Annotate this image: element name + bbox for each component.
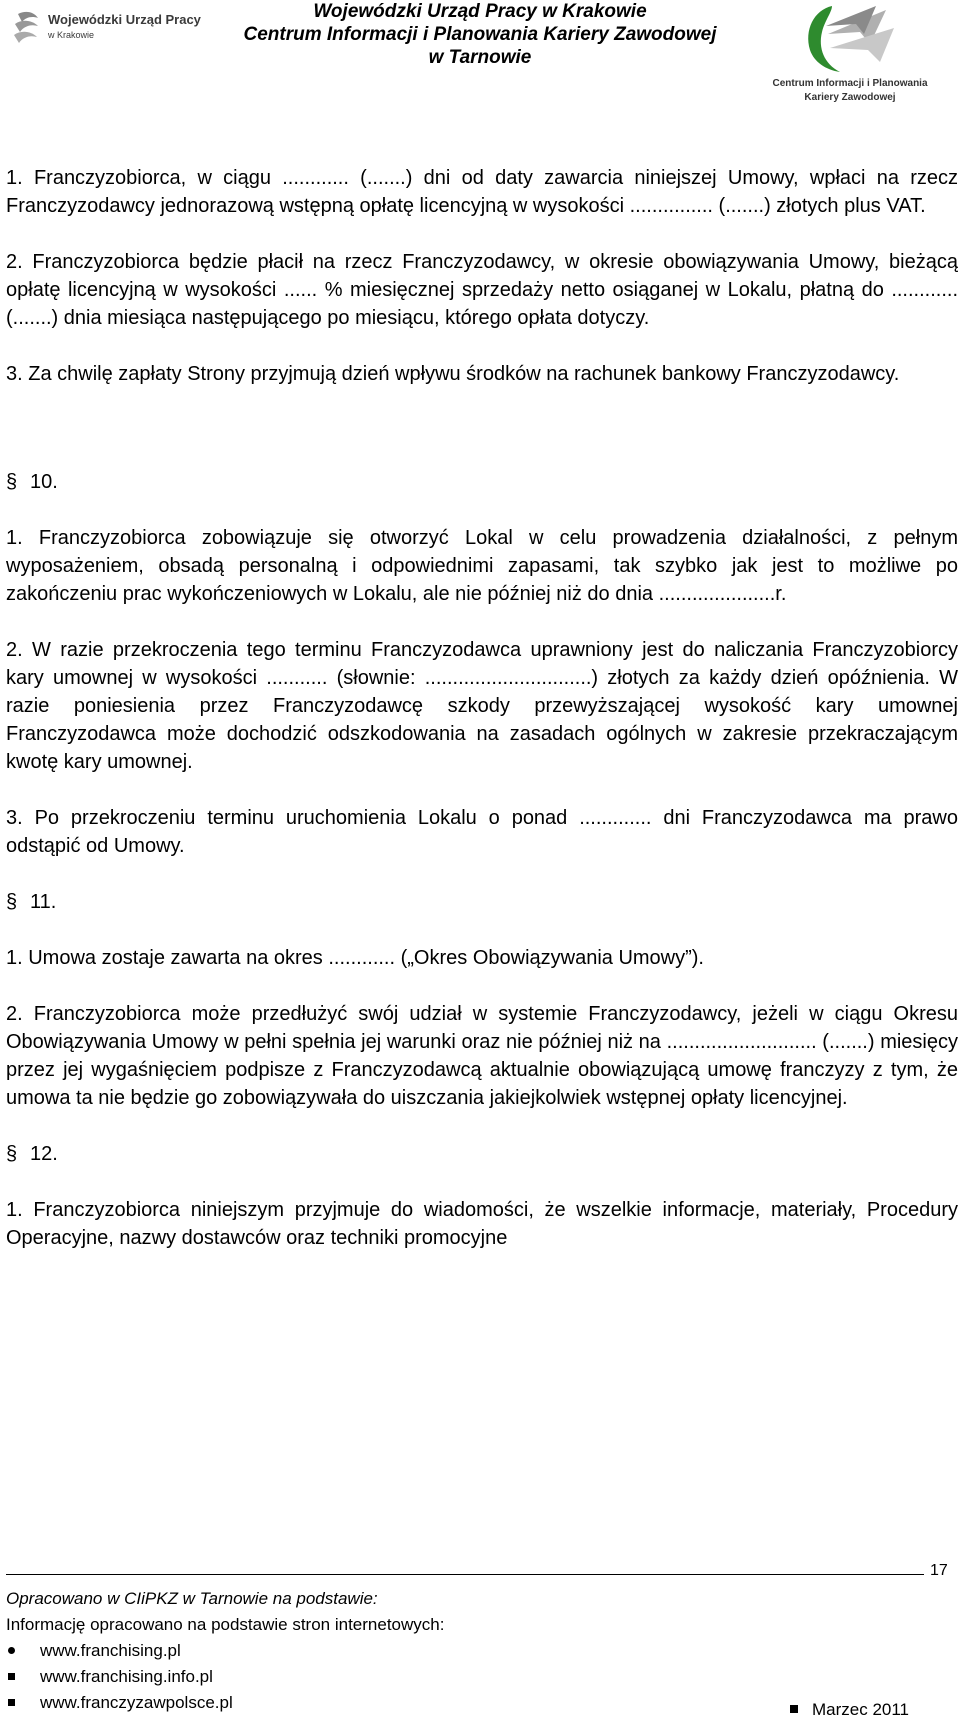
header-title-line-2: Centrum Informacji i Planowania Kariery Zawodowej	[243, 24, 717, 45]
ciipkz-logo	[770, 4, 930, 108]
bullet-icon	[8, 1647, 15, 1654]
ciipkz-logo-line-1: Centrum Informacji i Planowania	[772, 78, 928, 89]
paragraph-12-1: 1. Franczyzobiorca niniejszym przyjmuje do wiadomości, że wszelkie informacje, materiały, Procedury Operacyjne, nazwy dostawców oraz techniki promocyjne	[6, 1199, 958, 1249]
page-footer	[6, 1586, 956, 1716]
paragraph-11-1: 1. Umowa zostaje zawarta na okres ............ („Okres Obowiązywania Umowy”).	[6, 947, 704, 969]
footer-divider	[6, 1574, 924, 1575]
footer-date	[790, 1700, 909, 1720]
bullet-icon	[8, 1673, 15, 1680]
bullet-icon	[8, 1699, 15, 1706]
section-heading-10	[6, 468, 958, 496]
footer-link[interactable]: www.franchising.pl	[40, 1641, 181, 1660]
page-header	[0, 0, 960, 110]
section-symbol: §	[6, 891, 18, 913]
header-title-line-1: Wojewódzki Urząd Pracy w Krakowie	[313, 1, 647, 22]
footer-link[interactable]: www.franczyzawpolsce.pl	[40, 1693, 233, 1712]
paragraph-10-3: 3. Po przekroczeniu terminu uruchomienia Lokalu o ponad ............. dni Franczyzodawca ma prawo odstąpić od Umowy.	[6, 807, 958, 857]
section-number: 11.	[30, 891, 57, 913]
paragraph-9-1: 1. Franczyzobiorca, w ciągu ............ (.......) dni od daty zawarcia niniejszej Umowy, wpłaci na rzecz Franczyzodawcy jednorazową wstępną opłatę licencyjną w wysokości ............... (.......) złotych plus VAT.	[6, 167, 958, 217]
section-symbol: §	[6, 471, 18, 493]
section-number: 12.	[30, 1143, 58, 1165]
footer-link-item	[6, 1664, 956, 1690]
footer-date-text: Marzec 2011	[812, 1700, 910, 1719]
paragraph-11-2: 2. Franczyzobiorca może przedłużyć swój udział w systemie Franczyzodawcy, jeżeli w ciągu Okresu Obowiązywania Umowy w pełni spełnia jej warunki oraz nie później niż na ........................... (.......) miesięcy przez jej wygaśnięciem podpisze z Franczyzodawcą aktualnie obowiązującą umowę franczyzy z tym, że umowa ta nie będzie go zobowiązywała do uiszczania jakiejkolwiek wstępnej opłaty licencyjnej.	[6, 1003, 958, 1109]
wup-emblem-icon	[12, 8, 42, 48]
footer-link[interactable]: www.franchising.info.pl	[40, 1667, 213, 1686]
paragraph-9-2: 2. Franczyzobiorca będzie płacił na rzecz Franczyzodawcy, w okresie obowiązywania Umowy, bieżącą opłatę licencyjną w wysokości ...... % miesięcznej sprzedaży netto osiąganej w Lokalu, płatną do ............ (.......) dnia miesiąca następującego po miesiącu, którego opłata dotyczy.	[6, 251, 958, 329]
section-number: 10.	[30, 471, 58, 493]
section-heading-12	[6, 1140, 958, 1168]
bullet-icon	[790, 1705, 798, 1713]
header-title	[205, 0, 755, 69]
wup-logo	[12, 6, 202, 50]
ciipkz-logo-line-2: Kariery Zawodowej	[804, 92, 896, 103]
wup-logo-name: Wojewódzki Urząd Pracy	[48, 12, 201, 27]
page-number: 17	[930, 1562, 948, 1579]
footer-prepared: Opracowano w CIiPKZ w Tarnowie na podstawie:	[6, 1589, 378, 1608]
footer-link-item	[6, 1638, 956, 1664]
footer-info: Informację opracowano na podstawie stron internetowych:	[6, 1615, 445, 1634]
wup-logo-city: w Krakowie	[48, 30, 95, 40]
ciipkz-mark-icon	[790, 4, 905, 76]
paragraph-10-2: 2. W razie przekroczenia tego terminu Franczyzodawca uprawniony jest do naliczania Franczyzobiorcy kary umownej w wysokości ........... (słownie: ..............................) złotych za każdy dzień opóźnienia. W razie poniesienia przez Franczyzodawcę szkody przewyższającej wysokość kary umownej Franczyzodawca może dochodzić odszkodowania na zasadach ogólnych w zakresie przekraczającym kwotę kary umownej.	[6, 639, 958, 773]
paragraph-10-1: 1. Franczyzobiorca zobowiązuje się otworzyć Lokal w celu prowadzenia działalności, z pełnym wyposażeniem, obsadą personalną i odpowiednimi zapasami, tak szybko jak jest to możliwe po zakończeniu prac wykończeniowych w Lokalu, ale nie później niż do dnia .....................r.	[6, 527, 958, 605]
section-symbol: §	[6, 1143, 18, 1165]
paragraph-9-3: 3. Za chwilę zapłaty Strony przyjmują dzień wpływu środków na rachunek bankowy Franczyzodawcy.	[6, 363, 900, 385]
header-title-line-3: w Tarnowie	[428, 47, 532, 68]
document-body	[6, 164, 958, 1252]
section-heading-11	[6, 888, 958, 916]
